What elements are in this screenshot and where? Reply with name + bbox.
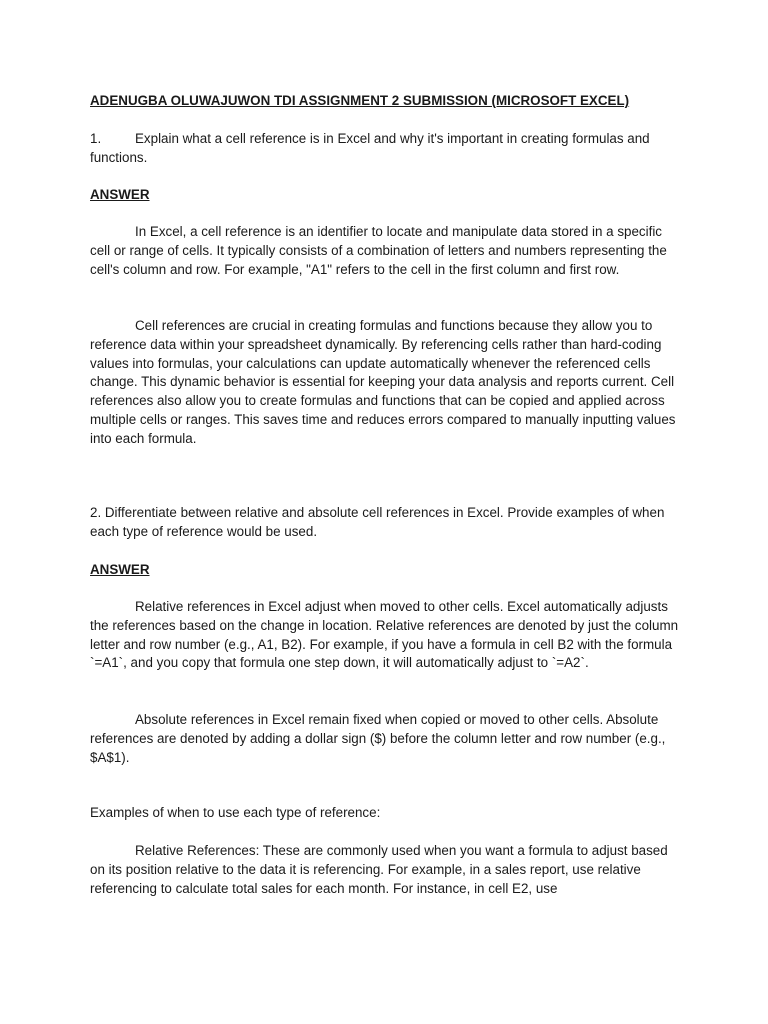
answer-2-paragraph-2: Absolute references in Excel remain fixed when copied or moved to other cells. Absolute references are denoted by adding a dollar sign ($) before the column letter and row number (e.g., $A$1). bbox=[90, 712, 666, 765]
question-1 bbox=[90, 130, 680, 168]
answer-2-paragraph-1: Relative references in Excel adjust when moved to other cells. Excel automatically adjusts the references based on the change in location. Relative references are denoted by just the column letter and row number (e.g., A1, B2). For example, if you have a formula in cell B2 with the formula `=A1`, and you copy that formula one step down, it will automatically adjust to `=A2`. bbox=[90, 599, 679, 671]
question-2: 2. Differentiate between relative and absolute cell references in Excel. Provide examples of when each type of reference would be used. bbox=[90, 505, 665, 539]
document-title: ADENUGBA OLUWAJUWON TDI ASSIGNMENT 2 SUBMISSION (MICROSOFT EXCEL) bbox=[90, 93, 630, 108]
answer-1-paragraph-1: In Excel, a cell reference is an identifier to locate and manipulate data stored in a specific cell or range of cells. It typically consists of a combination of letters and numbers representing the cell's column and row. For example, "A1" refers to the cell in the first column and first row. bbox=[90, 224, 667, 277]
question-1-text: Explain what a cell reference is in Excel and why it's important in creating formulas and functions. bbox=[90, 131, 650, 165]
examples-paragraph-1: Relative References: These are commonly used when you want a formula to adjust based on its position relative to the data it is referencing. For example, in a sales report, use relative referencing to calculate total sales for each month. For instance, in cell E2, use bbox=[90, 843, 668, 896]
question-1-number: 1. bbox=[90, 131, 102, 146]
examples-heading: Examples of when to use each type of reference: bbox=[90, 805, 381, 820]
answer-2-heading: ANSWER bbox=[90, 562, 150, 577]
answer-1-heading: ANSWER bbox=[90, 187, 150, 202]
answer-1-paragraph-2: Cell references are crucial in creating formulas and functions because they allow you to reference data within your spreadsheet dynamically. By referencing cells rather than hard-coding values into formulas, your calculations can update automatically whenever the referenced cells change. This dynamic behavior is essential for keeping your data analysis and reports current. Cell references also allow you to create formulas and functions that can be copied and applied across multiple cells or ranges. This saves time and reduces errors compared to manually inputting values into each formula. bbox=[90, 318, 676, 446]
